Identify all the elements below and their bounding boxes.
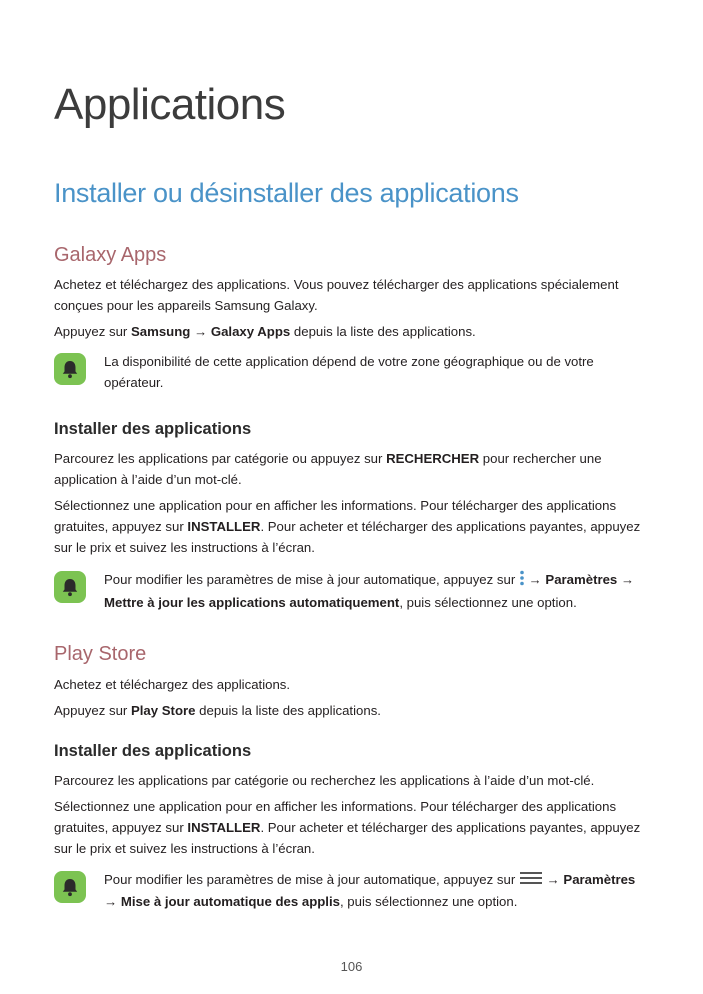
play-store-intro: Achetez et téléchargez des applications. <box>54 677 291 692</box>
galaxy-apps-note <box>54 351 649 393</box>
page-number: 106 <box>340 959 363 974</box>
bell-icon <box>54 571 86 603</box>
play-update-note <box>54 869 649 912</box>
bell-icon <box>54 353 86 385</box>
galaxy-install-heading: Installer des applications <box>54 420 252 438</box>
play-install-section <box>54 742 644 859</box>
galaxy-install-p2: Sélectionnez une application pour en afficher les informations. Pour télécharger des applications gratuites, appuyez sur INSTALLER. Pour acheter et télécharger des applications payantes, appuyez sur le prix et suivez les instructions à l’écran. <box>54 498 641 555</box>
galaxy-update-note <box>54 569 649 613</box>
note-text: Pour modifier les paramètres de mise à jour automatique, appuyez sur → Paramètres → Mise à jour automatique des applis, puis sélectionnez une option. <box>104 872 636 910</box>
section-title: Installer ou désinstaller des applications <box>54 178 519 208</box>
hamburger-menu-icon <box>519 870 543 891</box>
play-store-title: Play Store <box>54 643 147 665</box>
note-text: La disponibilité de cette application dépend de votre zone géographique ou de votre opérateur. <box>104 354 594 390</box>
chapter-title: Applications <box>54 80 286 129</box>
bell-icon <box>54 871 86 903</box>
play-install-p1: Parcourez les applications par catégorie ou recherchez les applications à l’aide d’un mot-clé. <box>54 773 595 788</box>
play-store-access: Appuyez sur Play Store depuis la liste des applications. <box>54 703 381 718</box>
galaxy-install-section <box>54 420 644 558</box>
galaxy-apps-access: Appuyez sur Samsung → Galaxy Apps depuis la liste des applications. <box>54 324 476 339</box>
galaxy-install-p1: Parcourez les applications par catégorie ou appuyez sur RECHERCHER pour rechercher une application à l’aide d’un mot-clé. <box>54 451 602 487</box>
galaxy-apps-title: Galaxy Apps <box>54 244 167 266</box>
play-store-section <box>54 643 644 721</box>
play-install-p2: Sélectionnez une application pour en afficher les informations. Pour télécharger des applications gratuites, appuyez sur INSTALLER. Pour acheter et télécharger des applications payantes, appuyez sur le prix et suivez les instructions à l’écran. <box>54 799 641 856</box>
play-install-heading: Installer des applications <box>54 742 252 760</box>
galaxy-apps-section <box>54 244 644 342</box>
note-text: Pour modifier les paramètres de mise à jour automatique, appuyez sur → Paramètres → Mettre à jour les applications automatiquement, puis sélectionnez une option. <box>104 569 649 613</box>
galaxy-apps-intro: Achetez et téléchargez des applications. Vous pouvez télécharger des applications spécialement conçues pour les appareils Samsung Galaxy. <box>54 277 619 313</box>
